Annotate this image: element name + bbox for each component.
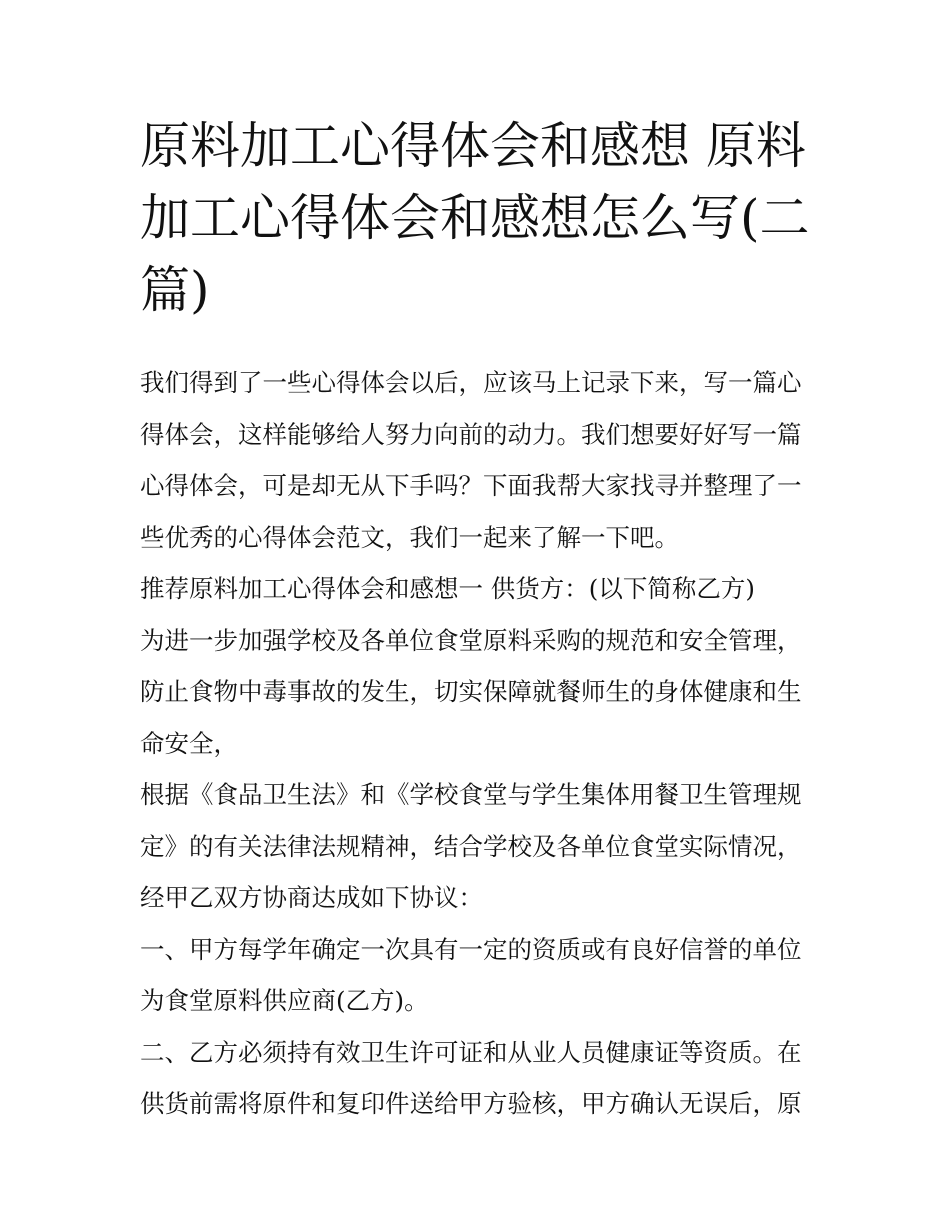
paragraph-intro: 我们得到了一些心得体会以后，应该马上记录下来，写一篇心得体会，这样能够给人努力向前的动力。我们想要好好写一篇心得体会，可是却无从下手吗？下面我帮大家找寻并整理了一些优秀的心得体会范文，我们一起来了解一下吧。 xyxy=(140,368,802,552)
paragraph-clause-two: 二、乙方必须持有效卫生许可证和从业人员健康证等资质。在供货前需将原件和复印件送给甲方验核，甲方确认无误后，原 xyxy=(140,1037,802,1118)
paragraph-legal-basis: 根据《食品卫生法》和《学校食堂与学生集体用餐卫生管理规定》的有关法律法规精神，结合学校及各单位食堂实际情况，经甲乙双方协商达成如下协议： xyxy=(140,780,802,912)
paragraph-purpose: 为进一步加强学校及各单位食堂原料采购的规范和安全管理，防止食物中毒事故的发生，切实保障就餐师生的身体健康和生命安全， xyxy=(140,625,802,758)
paragraph-recommend-heading: 推荐原料加工心得体会和感想一 供货方：(以下简称乙方) xyxy=(140,574,755,603)
document-body xyxy=(140,357,820,1130)
paragraph-clause-one: 一、甲方每学年确定一次具有一定的资质或有良好信誉的单位为食堂原料供应商(乙方)。 xyxy=(140,934,802,1015)
document-title: 原料加工心得体会和感想 原料加工心得体会和感想怎么写(二篇) xyxy=(140,117,810,319)
